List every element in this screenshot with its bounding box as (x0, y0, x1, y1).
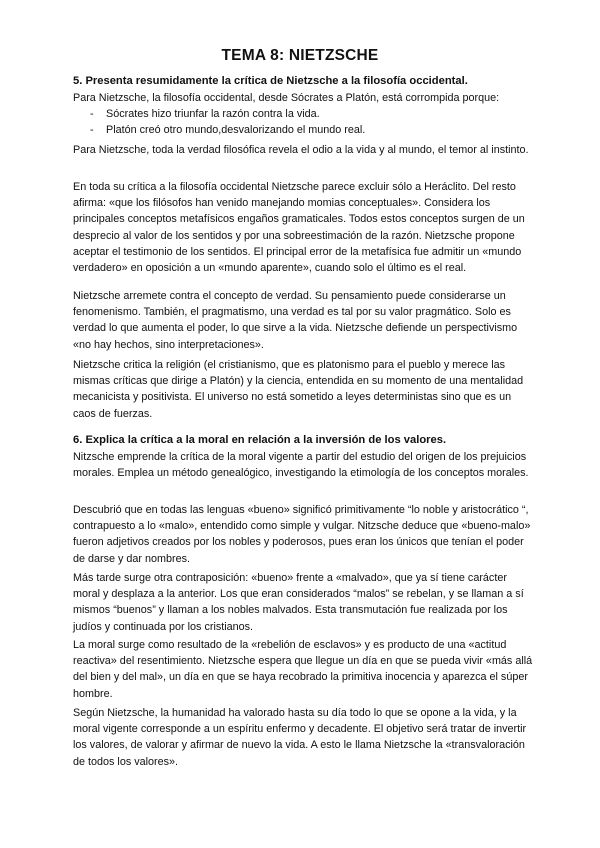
bullet-list (73, 106, 365, 138)
paragraph: Para Nietzsche, toda la verdad filosófica revela el odio a la vida y al mundo, el temor al instinto. (73, 144, 529, 156)
page-title: TEMA 8: NIETZSCHE (221, 47, 379, 64)
paragraph: En toda su crítica a la filosofía occidental Nietzsche parece excluir sólo a Heráclito. Del resto afirma: «que los filósofos han venido manejando momias conceptuales». Considera los principales conceptos metafísicos engaños gramaticales. Todos estos conceptos surgen de un desprecio al valor de los sentidos y por una sobreestimación de la razón. Nietzsche propone aceptar el testimonio de los sentidos. El principal error de la metafísica fue admitir un «mundo verdadero» en oposición a un «mundo aparente», cuando solo el último es el real. (73, 181, 525, 275)
paragraph: Según Nietzsche, la humanidad ha valorado hasta su día todo lo que se opone a la vida, y la moral vigente corresponde a un espíritu enfermo y decadente. El objetivo será tratar de invertir los valores, de valorar y afirmar de nuevo la vida. A esto le llama Nietzsche la «transvaloración de todos los valores». (73, 707, 527, 768)
list-item-text: Sócrates hizo triunfar la razón contra la vida. (106, 108, 320, 120)
list-item-text: Platón creó otro mundo,desvalorizando el mundo real. (106, 124, 366, 137)
paragraph: Nietzsche arremete contra el concepto de verdad. Su pensamiento puede considerarse un fenomenismo. También, el pragmatismo, una verdad es tal por su valor pragmático. Solo es verdad lo que aumenta el poder, lo que sirve a la vida. Nietzsche defiende un perspectivismo «no hay hechos, sino interpretaciones». (73, 290, 518, 351)
bullet-dash: - (90, 124, 94, 137)
list-item (73, 106, 365, 122)
list-item (73, 122, 365, 138)
paragraph: Descubrió que en todas las lenguas «bueno» significó primitivamente “lo noble y aristocrático “, contrapuesto a lo «malo», entendido como simple y vulgar. Nitzsche deduce que «bueno-malo» fueron adjetivos creados por los nobles y poderosos, pues eran los únicos que tenían el poder de darse y dar nombres. (73, 504, 531, 565)
question-5-heading: 5. Presenta resumidamente la crítica de Nietzsche a la filosofía occidental. (73, 75, 468, 87)
question-5-intro: Para Nietzsche, la filosofía occidental, desde Sócrates a Platón, está corrompida porque: (73, 92, 500, 104)
question-6-heading: 6. Explica la crítica a la moral en relación a la inversión de los valores. (73, 434, 447, 446)
paragraph: La moral surge como resultado de la «rebelión de esclavos» y es producto de una «actitud reactiva» del resentimiento. Nietzsche espera que llegue un día en que se pueda vivir «más allá del bien y del mal», un día en que se haya recobrado la primitiva inocencia y aparezca el súper hombre. (73, 639, 533, 700)
paragraph: Nietzsche critica la religión (el cristianismo, que es platonismo para el pueblo y merece las mismas críticas que dirige a Platón) y la ciencia, entendida en su momento de una mentalidad mecanicista y positivista. El universo no está sometido a leyes deterministas sino que es un caos de fuerzas. (73, 359, 524, 420)
paragraph: Nitzsche emprende la crítica de la moral vigente a partir del estudio del origen de los prejuicios morales. Emplea un método genealógico, investigando la etimología de los conceptos morales. (73, 451, 529, 480)
paragraph: Más tarde surge otra contraposición: «bueno» frente a «malvado», que ya sí tiene carácter moral y desplaza a la anterior. Los que eran considerados “malos” se rebelan, y se llaman a sí mismos “buenos” y llaman a los nobles malvados. Esta transmutación fue realizada por los judíos y continuada por los cristianos. (73, 572, 524, 633)
bullet-dash: - (90, 108, 94, 120)
